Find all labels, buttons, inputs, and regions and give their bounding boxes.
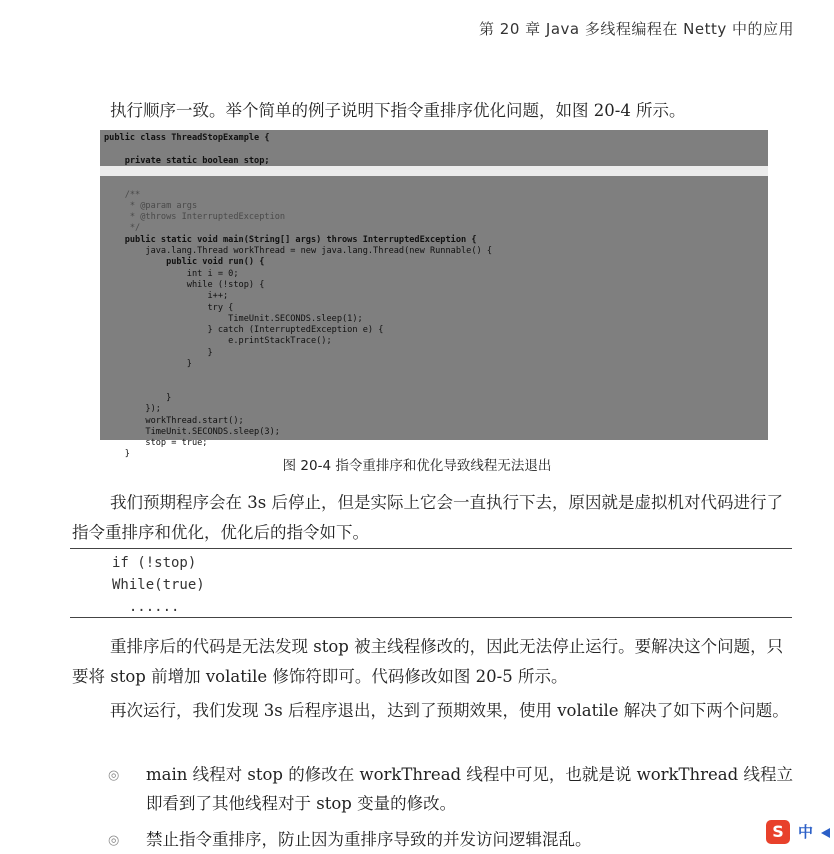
ime-indicator[interactable] bbox=[766, 818, 834, 846]
code-line: }); bbox=[104, 404, 161, 415]
code-line: } bbox=[104, 449, 130, 460]
snippet-top-rule bbox=[70, 548, 792, 549]
snippet-bottom-rule bbox=[70, 617, 792, 618]
code-line: try { bbox=[104, 302, 234, 313]
paragraph-3: 再次运行，我们发现 3s 后程序退出，达到了预期效果，使用 volatile 解决了如下两个问题。 bbox=[110, 701, 789, 720]
code-line: stop = true; bbox=[104, 438, 208, 449]
code-line: } catch (InterruptedException e) { bbox=[104, 325, 384, 336]
code-line: * @throws InterruptedException bbox=[104, 212, 286, 223]
sogou-logo-icon: S bbox=[766, 820, 790, 844]
code-line: */ bbox=[104, 223, 141, 234]
bullet-item-1: main 线程对 stop 的修改在 workThread 线程中可见，也就是说 workThread 线程立即看到了其他线程对于 stop 变量的修改。 bbox=[146, 765, 793, 813]
code-line: int i = 0; bbox=[104, 268, 239, 279]
code-line: while (!stop) { bbox=[104, 279, 265, 290]
figure-caption: 图 20-4 指令重排序和优化导致线程无法退出 bbox=[282, 458, 552, 474]
code-line: } bbox=[104, 347, 213, 358]
code-screenshot-figure bbox=[100, 130, 768, 460]
code-line: TimeUnit.SECONDS.sleep(3); bbox=[104, 426, 280, 437]
code-line: private static boolean stop; bbox=[104, 155, 270, 166]
code-line: java.lang.Thread workThread = new java.lang.Thread(new Runnable() { bbox=[104, 246, 493, 256]
bullet-icon: ◎ bbox=[108, 833, 120, 848]
snippet-line: ...... bbox=[112, 599, 180, 615]
code-line: TimeUnit.SECONDS.sleep(1); bbox=[104, 313, 363, 324]
code-line: public static void main(String[] args) throws InterruptedException { bbox=[104, 234, 477, 245]
code-line: public void run() { bbox=[104, 257, 265, 268]
code-line: } bbox=[104, 359, 192, 369]
code-line: } bbox=[104, 392, 172, 403]
snippet-line: if (!stop) bbox=[112, 555, 197, 571]
code-line: e.printStackTrace(); bbox=[104, 336, 332, 347]
snippet-line: While(true) bbox=[112, 577, 205, 593]
bullet-item-2: 禁止指令重排序，防止因为重排序导致的并发访问逻辑混乱。 bbox=[146, 830, 592, 849]
code-line: workThread.start(); bbox=[104, 415, 244, 426]
chapter-header: 第 20 章 Java 多线程编程在 Netty 中的应用 bbox=[479, 20, 794, 38]
code-line: * @param args bbox=[104, 200, 198, 211]
ime-language-label: 中 bbox=[798, 823, 814, 841]
paragraph-2: 重排序后的代码是无法发现 stop 被主线程修改的，因此无法停止运行。要解决这个问题，只要将 stop 前增加 volatile 修饰符即可。代码修改如图 20-5 所示。 bbox=[72, 637, 784, 686]
code-line: i++; bbox=[104, 291, 229, 302]
paragraph-1: 我们预期程序会在 3s 后停止，但是实际上它会一直执行下去，原因就是虚拟机对代码进行了指令重排序和优化，优化后的指令如下。 bbox=[72, 493, 783, 542]
bullet-icon: ◎ bbox=[108, 768, 120, 783]
intro-paragraph: 执行顺序一致。举个简单的例子说明下指令重排序优化问题，如图 20-4 所示。 bbox=[110, 101, 686, 120]
code-line: public class ThreadStopExample { bbox=[104, 133, 270, 143]
current-line-highlight bbox=[100, 166, 768, 176]
collapse-arrow-icon bbox=[821, 828, 830, 838]
code-line: /** bbox=[104, 189, 141, 200]
